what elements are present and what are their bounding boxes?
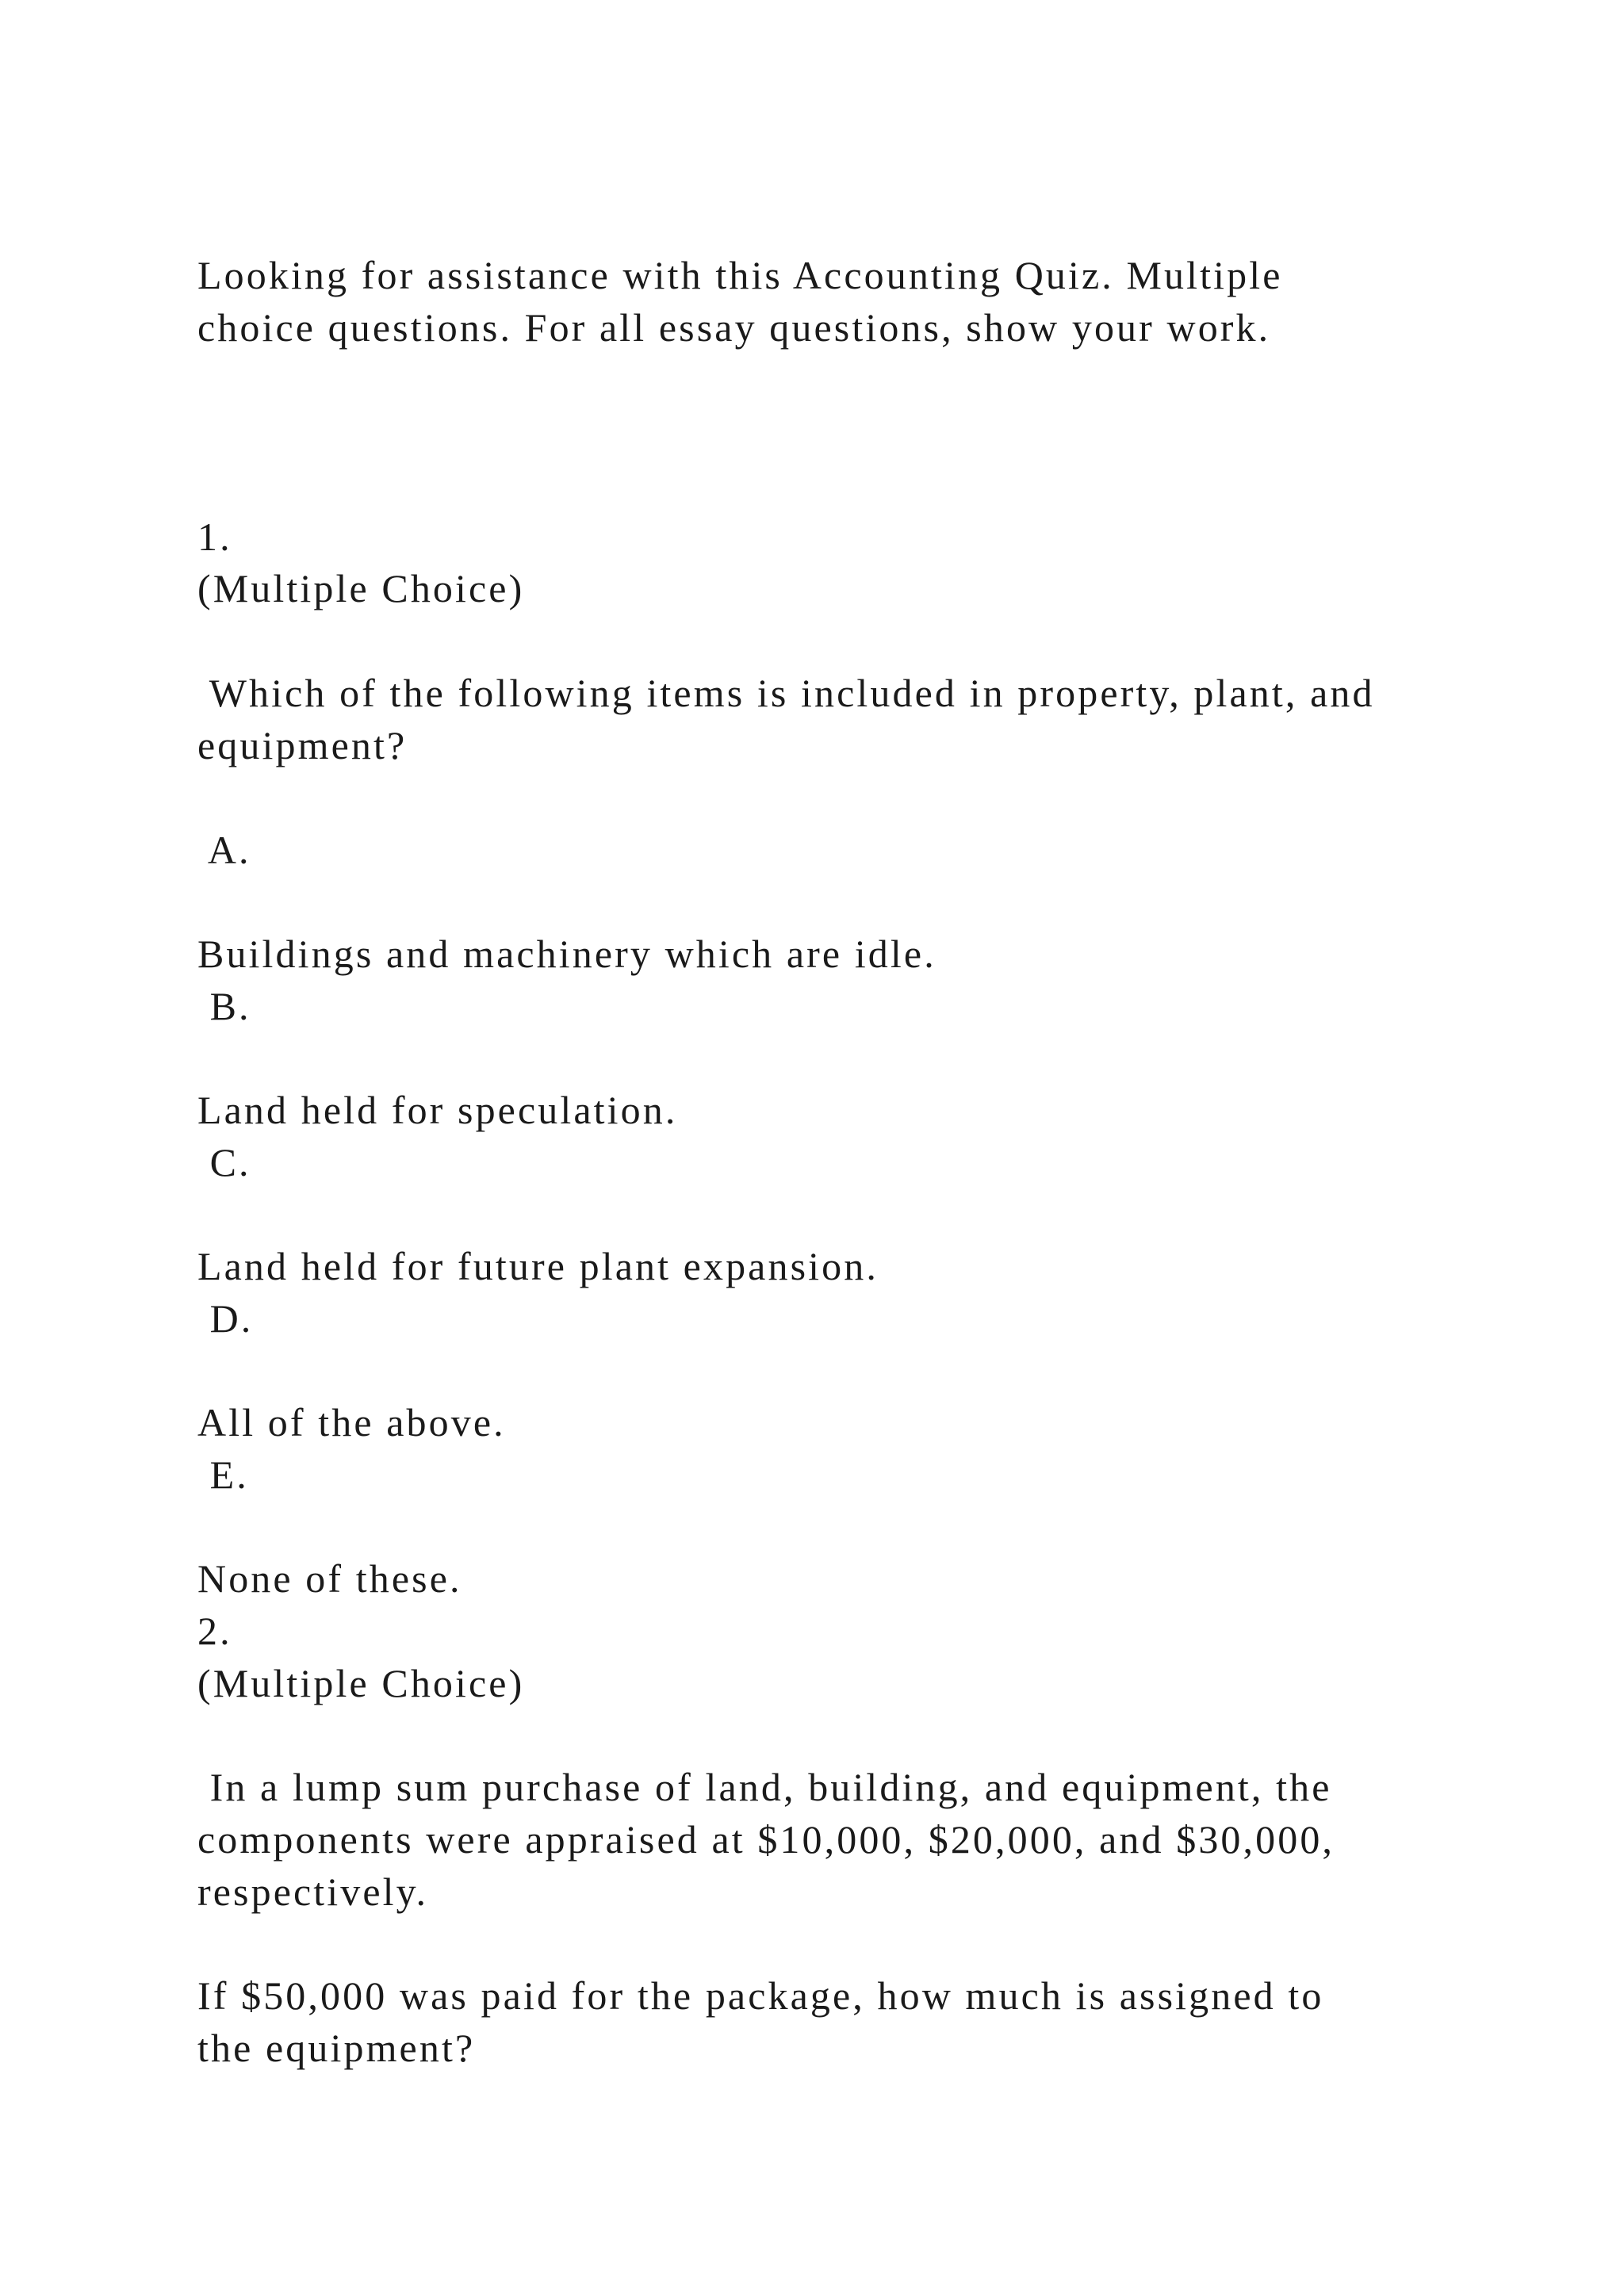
option-b-text: Land held for speculation. (197, 1088, 678, 1132)
intro-line-2: choice questions. For all essay questions, show your work. (197, 305, 1271, 350)
question-2-prompt-line-5: the equipment? (197, 2026, 476, 2070)
option-d-letter: D. (197, 1296, 254, 1341)
question-2-prompt-line-1: In a lump sum purchase of land, building, and equipment, the (197, 1765, 1332, 1809)
option-e-letter: E. (197, 1452, 249, 1497)
question-2-prompt-line-4: If $50,000 was paid for the package, how much is assigned to (197, 1973, 1324, 2018)
option-d-text: All of the above. (197, 1400, 506, 1445)
question-1-prompt-line-2: equipment? (197, 723, 408, 767)
option-a-text: Buildings and machinery which are idle. (197, 932, 936, 976)
option-b-letter: B. (197, 984, 251, 1028)
question-2-number: 2. (197, 1609, 232, 1653)
question-1-prompt-line-1: Which of the following items is included in property, plant, and (197, 671, 1375, 715)
option-a-letter: A. (197, 828, 251, 872)
question-1-number: 1. (197, 515, 232, 559)
question-2-type: (Multiple Choice) (197, 1661, 525, 1705)
question-1-type: (Multiple Choice) (197, 566, 525, 610)
question-2-prompt-line-3: respectively. (197, 1869, 429, 1914)
question-2-prompt-line-2: components were appraised at $10,000, $20,000, and $30,000, (197, 1817, 1335, 1862)
option-c-text: Land held for future plant expansion. (197, 1244, 879, 1288)
option-c-letter: C. (197, 1140, 251, 1184)
option-e-text: None of these. (197, 1556, 462, 1601)
intro-line-1: Looking for assistance with this Accounting Quiz. Multiple (197, 253, 1283, 297)
